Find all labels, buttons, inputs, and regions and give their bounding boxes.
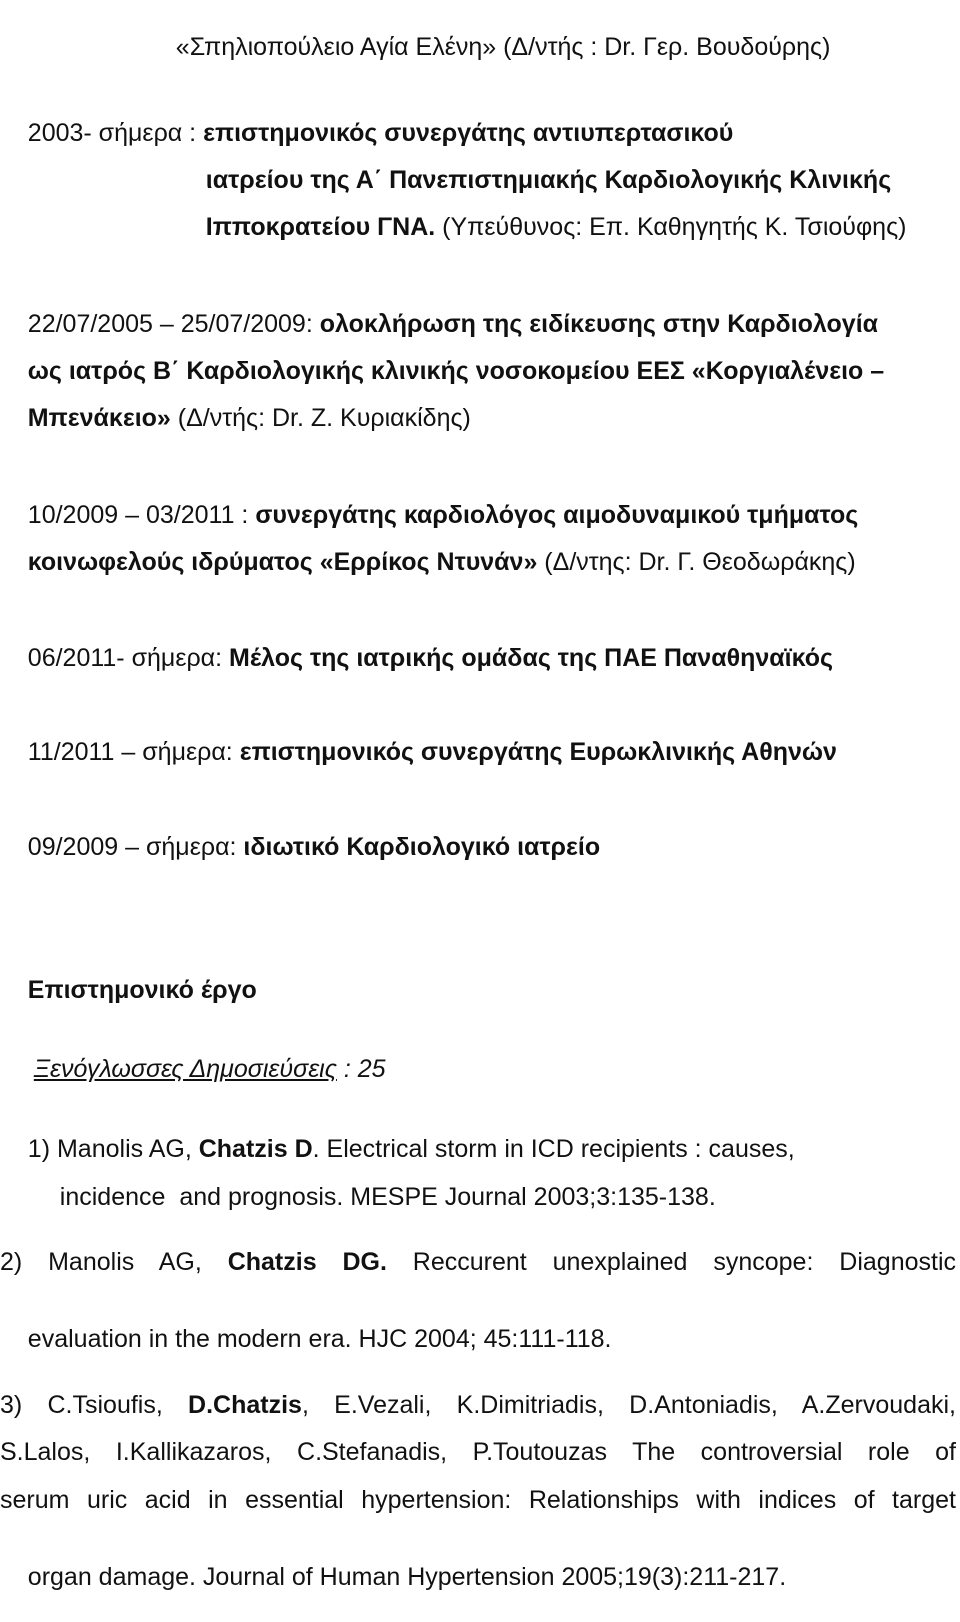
publication-3-authors-rest: , E.Vezali, K.Dimitriadis, D.Antoniadis, A.Zervoudaki, bbox=[301, 1391, 956, 1419]
publication-3-num: 3) bbox=[0, 1391, 48, 1419]
publication-2-authors: Manolis AG, bbox=[48, 1248, 228, 1276]
publication-2-num: 2) bbox=[0, 1248, 49, 1276]
entry-2005-line3 bbox=[0, 373, 960, 432]
publication-3-title: serum uric acid in essential hypertension: Relationships with indices of target bbox=[0, 1486, 956, 1514]
entry-2011b-role: επιστημονικός συνεργάτης Ευρωκλινικής Αθηνών bbox=[239, 738, 837, 766]
intro-line bbox=[148, 2, 938, 61]
entry-2005-director: (Δ/ντής: Dr. Ζ. Κυριακίδης) bbox=[170, 404, 471, 432]
publication-1-line1 bbox=[0, 1104, 960, 1163]
entry-2009-date: 10/2009 – 03/2011 : bbox=[27, 501, 256, 529]
entry-2003-role: επιστημονικός συνεργάτης αντιυπερτασικού bbox=[203, 119, 734, 147]
publication-3-line4 bbox=[0, 1532, 960, 1591]
publication-1-title: . Electrical storm in ICD recipients : causes, bbox=[312, 1135, 795, 1163]
entry-2011a-date: 06/2011- σήμερα: bbox=[27, 644, 230, 672]
publication-3-authors-cont: S.Lalos, I.Kallikazaros, C.Stefanadis, P.Toutouzas The controversial role of bbox=[0, 1438, 956, 1466]
entry-2005-hospital: Μπενάκειο» bbox=[27, 404, 171, 432]
section-subheading bbox=[6, 1024, 960, 1083]
publication-3-line2 bbox=[0, 1437, 956, 1467]
entry-2005-line2 bbox=[0, 326, 960, 385]
entry-2003-date: 2003- σήμερα : bbox=[27, 119, 204, 147]
entry-2011a-line bbox=[0, 613, 960, 672]
entry-2003-supervisor: (Υπεύθυνος: Επ. Καθηγητής Κ. Τσιούφης) bbox=[435, 213, 907, 241]
publication-3-authors: C.Tsioufis, bbox=[47, 1391, 189, 1419]
publication-3-line3 bbox=[0, 1485, 956, 1515]
entry-2003-line3 bbox=[178, 182, 958, 241]
entry-2005-role: ολοκλήρωση της ειδίκευσης στην Καρδιολογία bbox=[319, 310, 879, 338]
publication-1-authors: Manolis AG, bbox=[56, 1135, 199, 1163]
entry-2011b-line bbox=[0, 707, 960, 766]
entry-2009-line2 bbox=[0, 517, 960, 576]
publication-1-author-highlight: Chatzis D bbox=[198, 1135, 313, 1163]
entry-2011b-date: 11/2011 – σήμερα: bbox=[27, 738, 240, 766]
entry-2011a-role: Μέλος της ιατρικής ομάδας της ΠΑΕ Παναθηναϊκός bbox=[229, 644, 833, 672]
section-heading-text: Επιστημονικό έργο bbox=[27, 976, 257, 1004]
publication-2-line2 bbox=[0, 1294, 960, 1353]
entry-2003-line1 bbox=[0, 88, 960, 147]
entry-2009-institution: κοινωφελούς ιδρύματος «Ερρίκος Ντυνάν» bbox=[27, 548, 538, 576]
publication-3-line1 bbox=[0, 1390, 956, 1420]
publications-count: : 25 bbox=[336, 1055, 386, 1083]
publication-2-line1 bbox=[0, 1247, 956, 1277]
entry-2009b-line bbox=[0, 802, 960, 861]
entry-2009-line1 bbox=[0, 470, 960, 529]
entry-2003-line2 bbox=[178, 135, 958, 194]
publication-2-title: Reccurent unexplained syncope: Diagnostic bbox=[386, 1248, 956, 1276]
publication-3-citation: organ damage. Journal of Human Hypertension 2005;19(3):211-217. bbox=[27, 1563, 787, 1591]
entry-2009b-role: ιδιωτικό Καρδιολογικό ιατρείο bbox=[243, 833, 601, 861]
publication-2-author-highlight: Chatzis DG. bbox=[227, 1248, 387, 1276]
publication-1-citation: incidence and prognosis. MESPE Journal 2003;3:135-138. bbox=[59, 1183, 716, 1211]
entry-2003-role-cont: ιατρείου της Α΄ Πανεπιστημιακής Καρδιολογικής Κλινικής bbox=[205, 166, 892, 194]
entry-2009b-date: 09/2009 – σήμερα: bbox=[27, 833, 244, 861]
entry-2003-hospital: Ιπποκρατείου ΓΝΑ. bbox=[205, 213, 436, 241]
publication-2-citation: evaluation in the modern era. HJC 2004; 45:111-118. bbox=[27, 1325, 612, 1353]
publication-1-num: 1) bbox=[27, 1135, 57, 1163]
entry-2005-line1 bbox=[0, 279, 960, 338]
entry-2005-date: 22/07/2005 – 25/07/2009: bbox=[27, 310, 320, 338]
publication-1-line2 bbox=[32, 1152, 952, 1211]
publications-label: Ξενόγλωσσες Δημοσιεύσεις bbox=[33, 1055, 337, 1083]
entry-2009-director: (Δ/ντης: Dr. Γ. Θεοδωράκης) bbox=[537, 548, 856, 576]
intro-text: «Σπηλιοπούλειο Αγία Ελένη» (Δ/ντής : Dr. Γερ. Βουδούρης) bbox=[175, 33, 831, 61]
entry-2005-role-cont: ως ιατρός Β΄ Καρδιολογικής κλινικής νοσοκομείου ΕΕΣ «Κοργιαλένειο – bbox=[27, 357, 885, 385]
entry-2009-role: συνεργάτης καρδιολόγος αιμοδυναμικού τμήματος bbox=[255, 501, 859, 529]
section-heading bbox=[0, 945, 960, 1004]
publication-3-author-highlight: D.Chatzis bbox=[188, 1391, 302, 1419]
